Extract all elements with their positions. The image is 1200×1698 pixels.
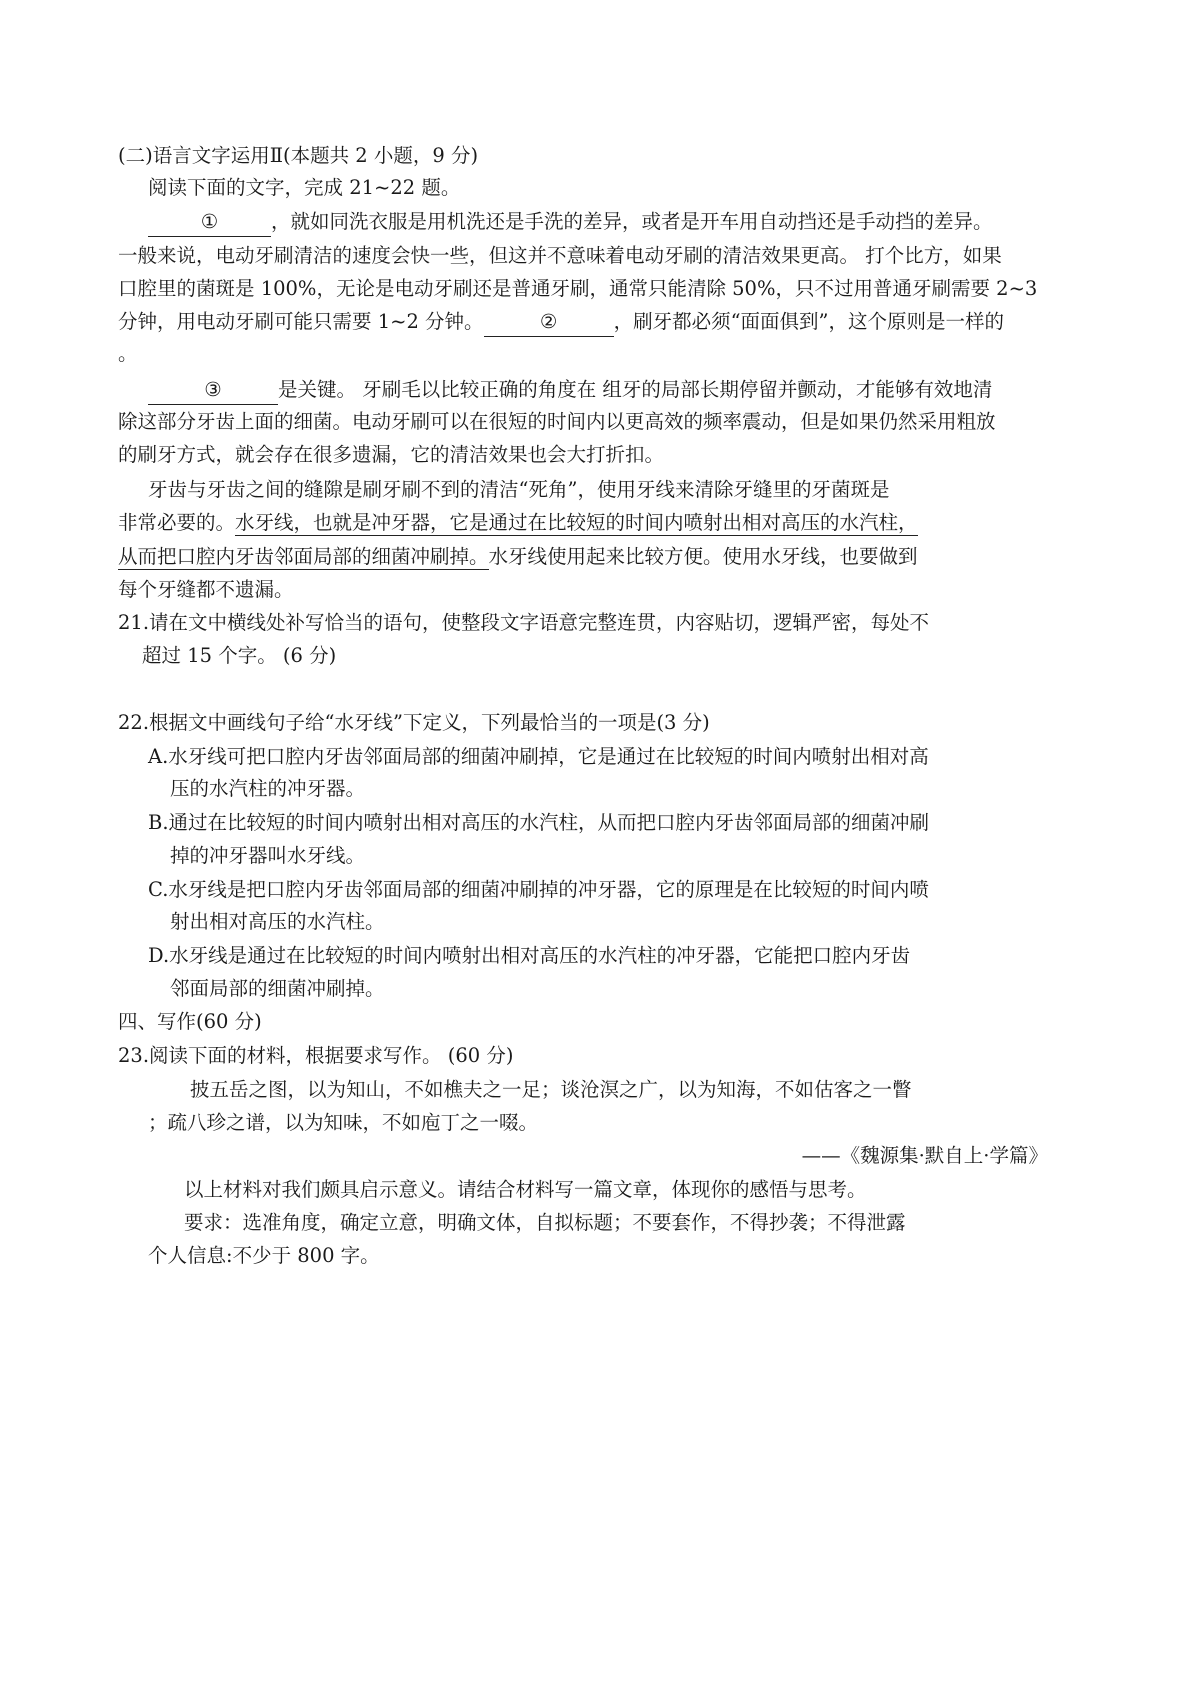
blank-2: ② bbox=[484, 308, 614, 337]
writing-prompt: 以上材料对我们颇具启示意义。请结合材料写一篇文章，体现你的感悟与思考。 bbox=[184, 1178, 867, 1201]
material-text: 披五岳之图，以为知山，不如樵夫之一足；谈沧溟之广，以为知海，不如估客之一瞥 bbox=[190, 1078, 912, 1101]
option-a: A.水牙线可把口腔内牙齿邻面局部的细菌冲刷掉，它是通过在比较短的时间内喷射出相对高 bbox=[148, 745, 929, 768]
option-c-cont: 射出相对高压的水汽柱。 bbox=[170, 910, 385, 933]
passage-line: 口腔里的菌斑是 100%，无论是电动牙刷还是普通牙刷，通常只能清除 50%，只不过用普通牙刷需要 2~3 bbox=[118, 277, 1038, 300]
passage-line: 的刷牙方式，就会存在很多遗漏，它的清洁效果也会大打折扣。 bbox=[118, 443, 665, 466]
passage-line: 一般来说，电动牙刷清洁的速度会快一些，但这并不意味着电动牙刷的清洁效果更高。 打个比方，如果 bbox=[118, 244, 1002, 267]
option-c: C.水牙线是把口腔内牙齿邻面局部的细菌冲刷掉的冲牙器，它的原理是在比较短的时间内喷 bbox=[148, 878, 929, 901]
blank-1: ① bbox=[148, 208, 271, 237]
passage-line: 除这部分牙齿上面的细菌。电动牙刷可以在很短的时间内以更高效的频率震动，但是如果仍然采用粗放 bbox=[118, 410, 996, 433]
option-d: D.水牙线是通过在比较短的时间内喷射出相对高压的水汽柱的冲牙器，它能把口腔内牙齿 bbox=[148, 944, 911, 967]
reading-instruction: 阅读下面的文字，完成 21~22 题。 bbox=[148, 176, 461, 199]
question-21-cont: 超过 15 个字。 (6 分) bbox=[142, 644, 337, 667]
option-a-cont: 压的水汽柱的冲牙器。 bbox=[170, 777, 366, 800]
material-text: ；疏八珍之谱，以为知味，不如庖丁之一啜。 bbox=[148, 1111, 539, 1134]
passage-line: 牙齿与牙齿之间的缝隙是刷牙刷不到的清洁“死角”，使用牙线来清除牙缝里的牙菌斑是 bbox=[148, 478, 890, 501]
blank-3: ③ bbox=[148, 376, 278, 405]
writing-requirements: 要求：选准角度，确定立意，明确文体，自拟标题；不要套作，不得抄袭；不得泄露 bbox=[184, 1211, 906, 1234]
option-b-cont: 掉的冲牙器叫水牙线。 bbox=[170, 844, 366, 867]
passage-line: 非常必要的。水牙线，也就是冲牙器，它是通过在比较短的时间内喷射出相对高压的水汽柱， bbox=[118, 511, 918, 534]
passage-line: ③ 是关键。 牙刷毛以比较正确的角度在 组牙的局部长期停留并颤动，才能够有效地清 bbox=[148, 374, 992, 406]
question-21: 21.请在文中横线处补写恰当的语句，使整段文字语意完整连贯，内容贴切，逻辑严密，每处不 bbox=[118, 611, 930, 634]
question-23: 23.阅读下面的材料，根据要求写作。 (60 分) bbox=[118, 1044, 514, 1067]
material-source: ——《魏源集·默自上·学篇》 bbox=[801, 1144, 1048, 1167]
passage-line: ① ，就如同洗衣服是用机洗还是手洗的差异，或者是开车用自动挡还是手动挡的差异。 bbox=[148, 206, 993, 238]
section-heading: (二)语言文字运用Ⅱ(本题共 2 小题，9 分) bbox=[118, 144, 479, 167]
option-d-cont: 邻面局部的细菌冲刷掉。 bbox=[170, 977, 385, 1000]
passage-line: 每个牙缝都不遗漏。 bbox=[118, 578, 294, 601]
passage-line: 分钟，用电动牙刷可能只需要 1~2 分钟。 ② ，刷牙都必须“面面俱到”，这个原则是一样的 bbox=[118, 306, 1004, 338]
underlined-sentence: 从而把口腔内牙齿邻面局部的细菌冲刷掉。 bbox=[118, 545, 489, 568]
section-heading: 四、写作(60 分) bbox=[118, 1010, 262, 1033]
writing-requirements-cont: 个人信息:不少于 800 字。 bbox=[148, 1244, 380, 1267]
question-22: 22.根据文中画线句子给“水牙线”下定义，下列最恰当的一项是(3 分) bbox=[118, 711, 710, 734]
passage-line: 从而把口腔内牙齿邻面局部的细菌冲刷掉。水牙线使用起来比较方便。使用水牙线，也要做到 bbox=[118, 545, 918, 568]
passage-line: 。 bbox=[118, 342, 138, 365]
option-b: B.通过在比较短的时间内喷射出相对高压的水汽柱，从而把口腔内牙齿邻面局部的细菌冲刷 bbox=[148, 811, 930, 834]
underlined-sentence: 水牙线，也就是冲牙器，它是通过在比较短的时间内喷射出相对高压的水汽柱， bbox=[235, 511, 918, 534]
